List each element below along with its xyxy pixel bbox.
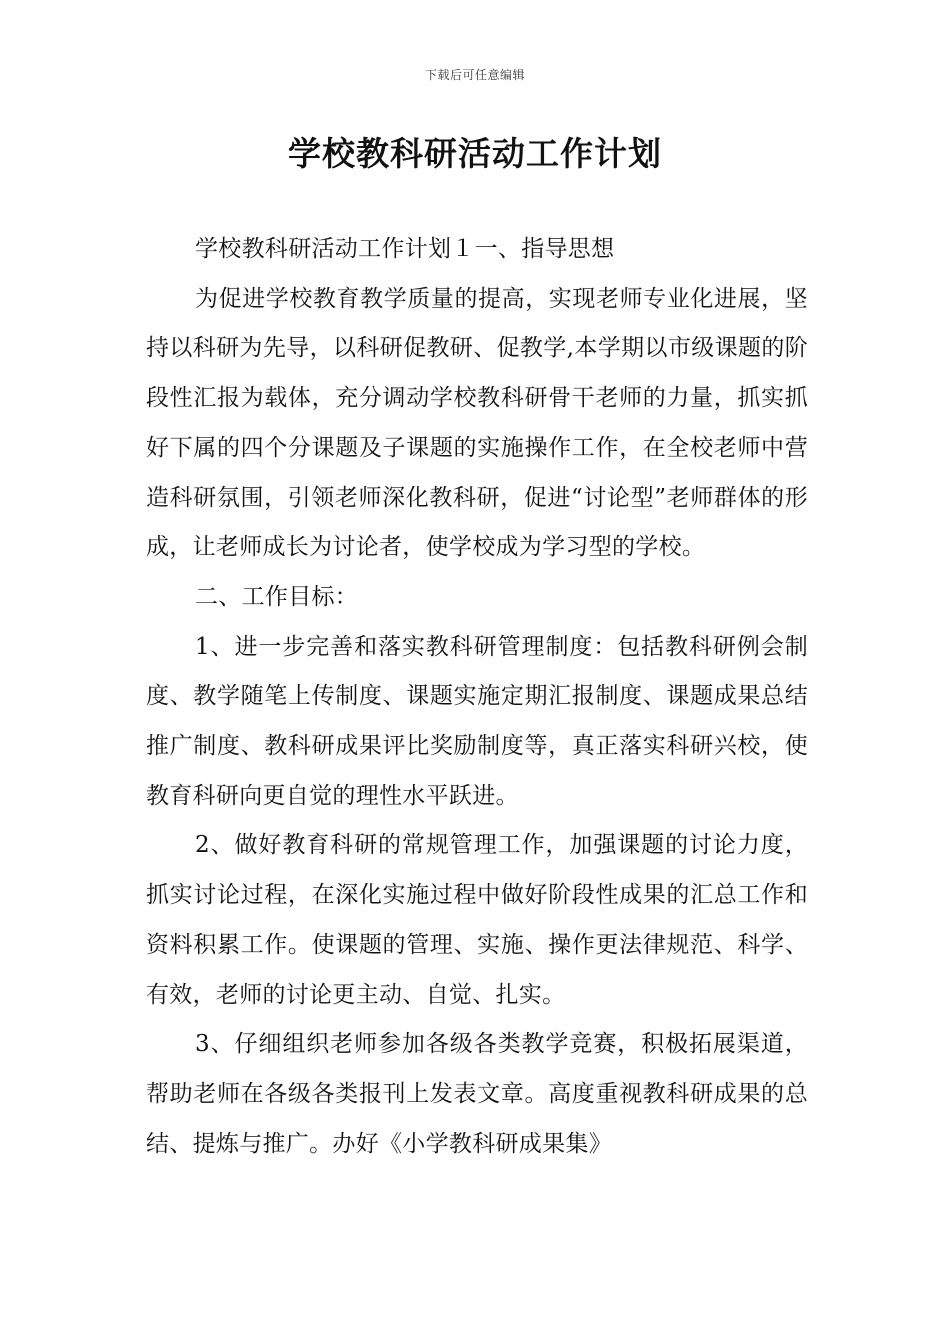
- paragraph-goals-heading: 二、工作目标：: [195, 583, 359, 610]
- paragraph-goal-1: 1、进一步完善和落实教科研管理制度：包括教科研例会制度、教学随笔上传制度、课题实施定期汇报制度、课题成果总结推广制度、教科研成果评比奖励制度等，真正落实科研兴校，使教育科研向更自觉的理性水平跃进。: [146, 633, 808, 809]
- paragraph-goal-3: 3、仔细组织老师参加各级各类教学竞赛，积极拓展渠道，帮助老师在各级各类报刊上发表文章。高度重视教科研成果的总结、提炼与推广。办好《小学教科研成果集》: [146, 1031, 808, 1157]
- paragraph-goal-2: 2、做好教育科研的常规管理工作，加强课题的讨论力度，抓实讨论过程，在深化实施过程中做好阶段性成果的汇总工作和资料积累工作。使课题的管理、实施、操作更法律规范、科学、有效，老师的讨论更主动、自觉、扎实。: [146, 832, 808, 1008]
- paragraph-guiding-thought: 为促进学校教育教学质量的提高，实现老师专业化进展，坚持以科研为先导，以科研促教研、促教学,本学期以市级课题的阶段性汇报为载体，充分调动学校教科研骨干老师的力量，抓实抓好下属的四个分课题及子课题的实施操作工作，在全校老师中营造科研氛围，引领老师深化教科研，促进“讨论型”老师群体的形成，让老师成长为讨论者，使学校成为学习型的学校。: [146, 285, 808, 561]
- paragraph-intro-heading: 学校教科研活动工作计划１一、指导思想: [195, 236, 615, 262]
- header-note: 下载后可任意编辑: [424, 68, 525, 82]
- document-body: [146, 225, 808, 1169]
- document-title: 学校教科研活动工作计划: [288, 134, 662, 173]
